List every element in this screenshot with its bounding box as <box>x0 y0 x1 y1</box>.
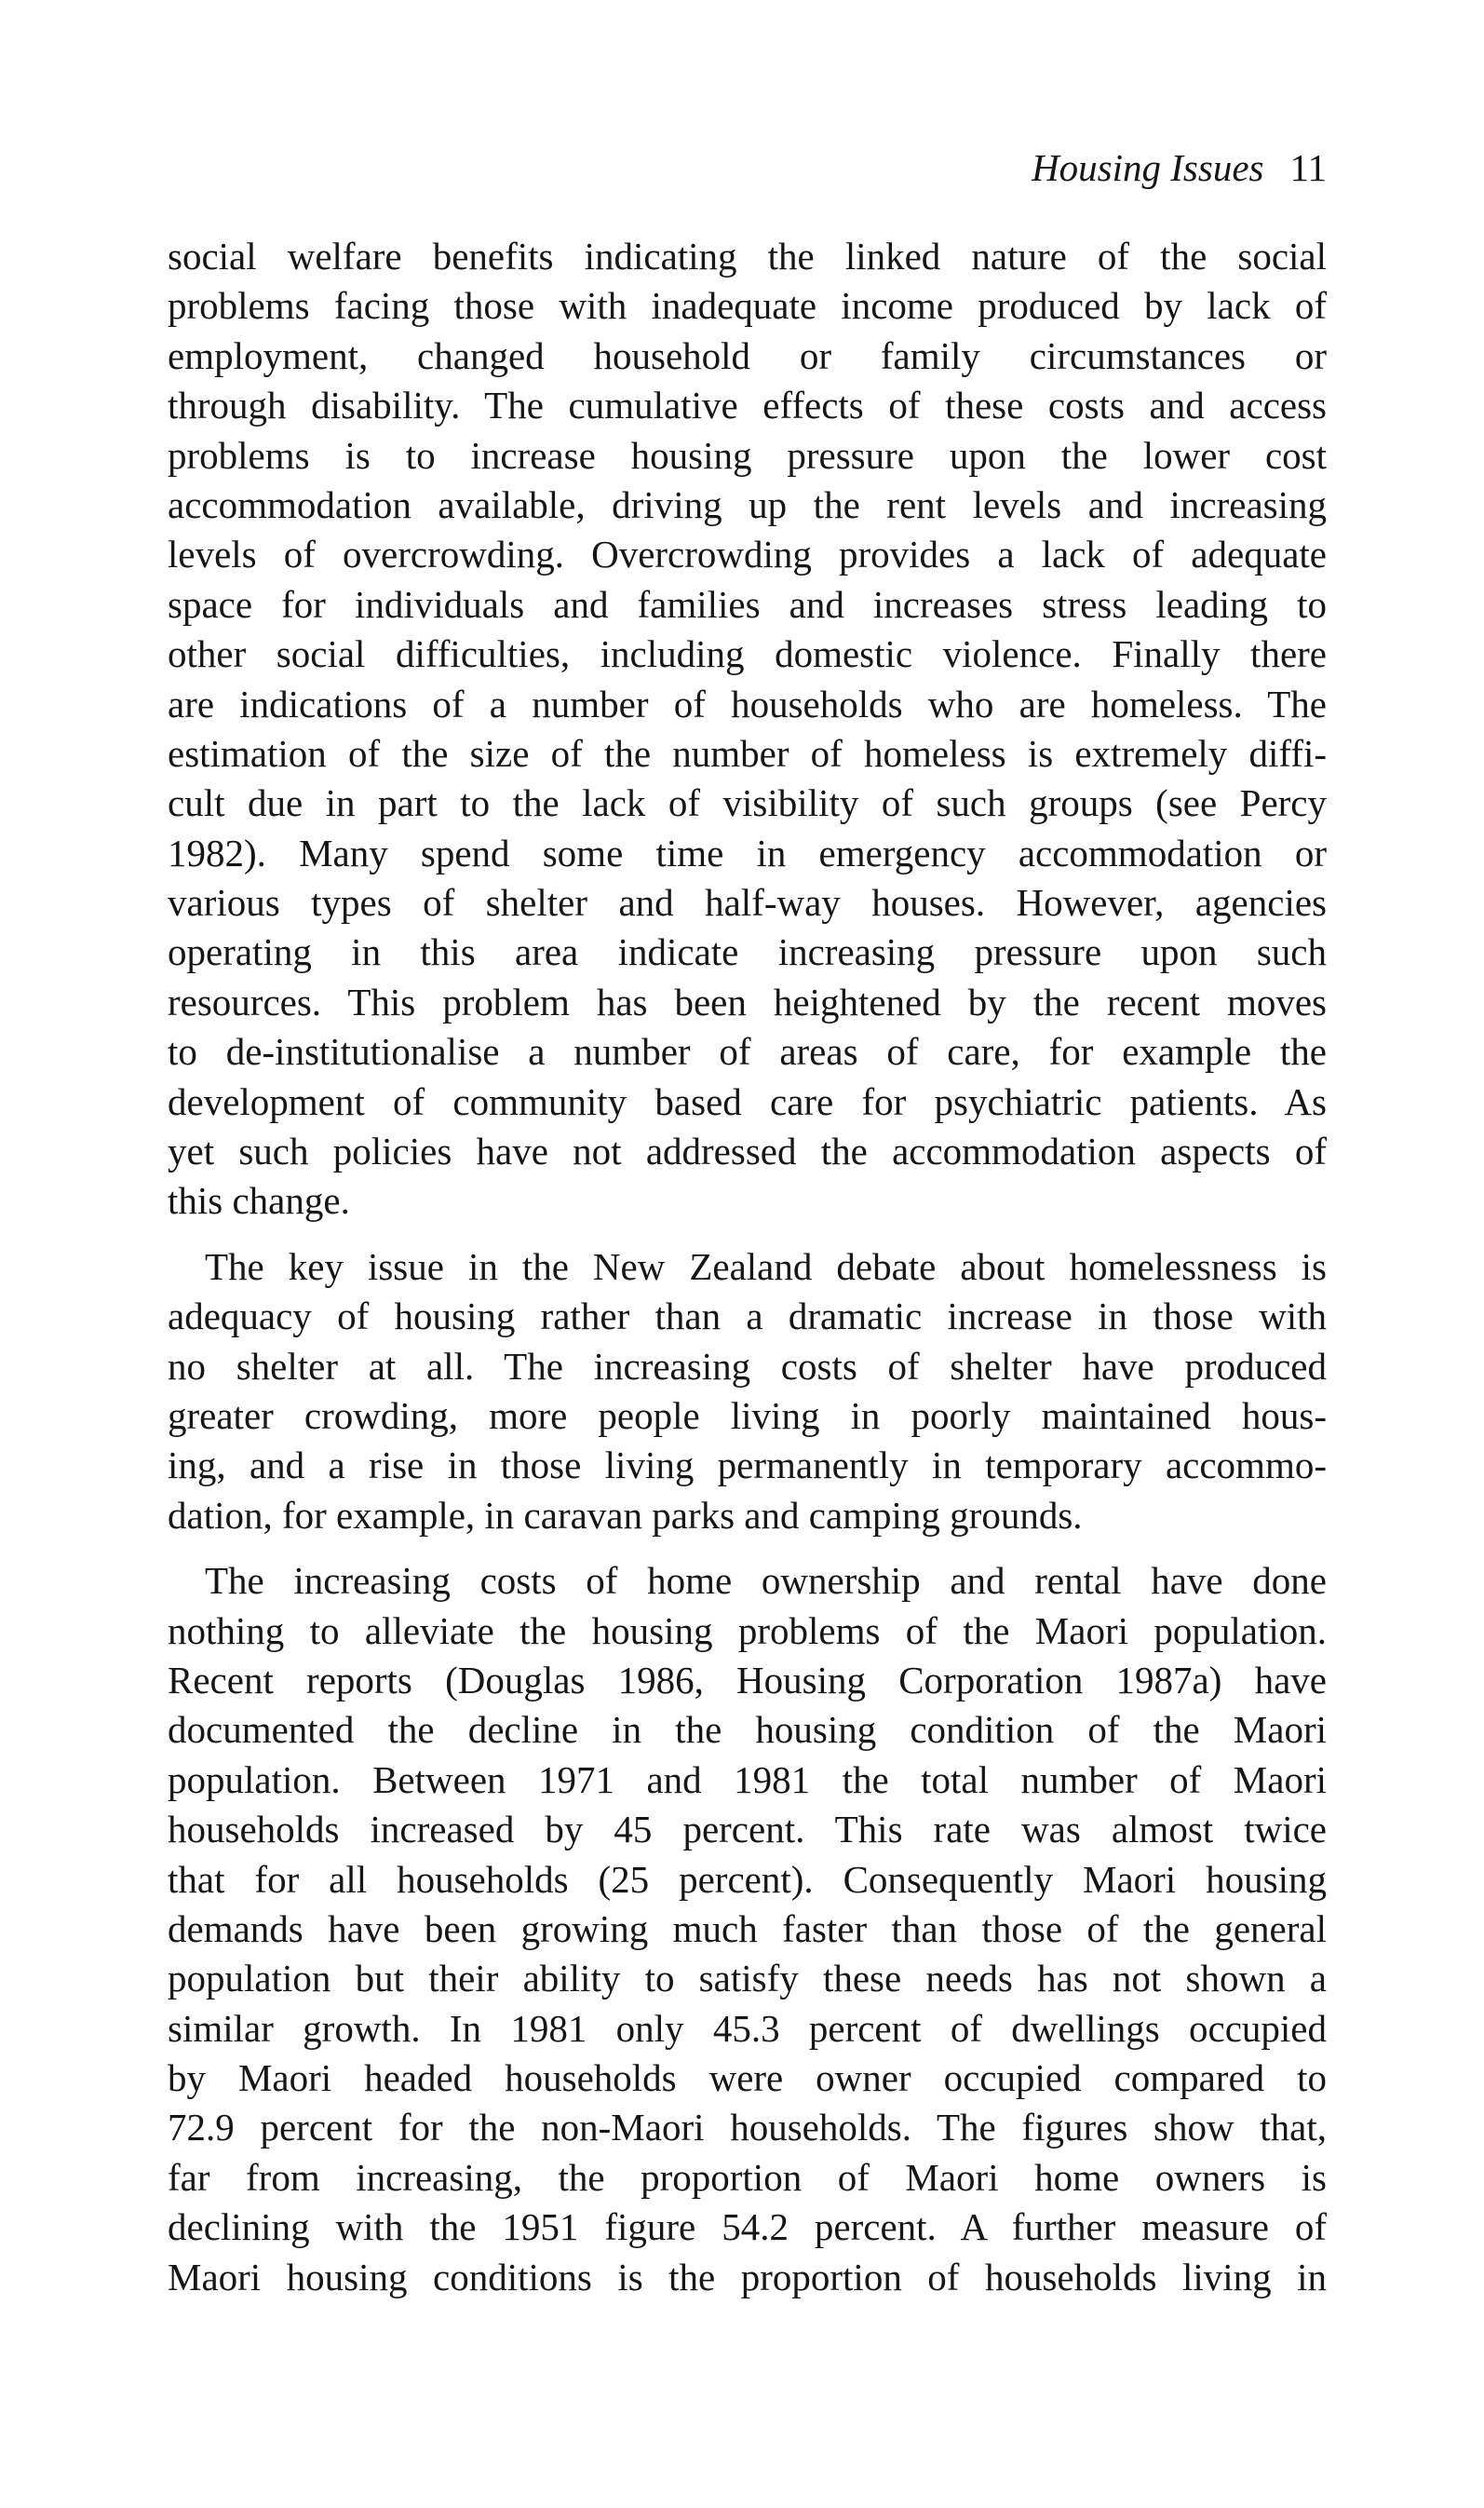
text-line: accommodation available, driving up the rent levels and increasing <box>168 482 1327 526</box>
text-line: Recent reports (Douglas 1986, Housing Corporation 1987a) have <box>168 1658 1327 1701</box>
text-line: that for all households (25 percent). Consequently Maori housing <box>168 1857 1327 1901</box>
text-line: far from increasing, the proportion of Maori home owners is <box>168 2155 1327 2199</box>
text-line: to de-institutionalise a number of areas of care, for example the <box>168 1030 1327 1074</box>
text-line: development of community based care for psychiatric patients. As <box>168 1079 1327 1123</box>
text-line: this change. <box>168 1179 350 1223</box>
text-line: through disability. The cumulative effects of these costs and access <box>168 384 1327 427</box>
text-line: resources. This problem has been heightened by the recent moves <box>168 980 1327 1024</box>
text-line: households increased by 45 percent. This rate was almost twice <box>168 1808 1327 1851</box>
text-line: population but their ability to satisfy these needs has not shown a <box>168 1957 1327 2000</box>
text-line: similar growth. In 1981 only 45.3 percent of dwellings occupied <box>168 2006 1327 2050</box>
text-line: nothing to alleviate the housing problems of the Maori population. <box>168 1608 1327 1652</box>
text-line: space for individuals and families and increases stress leading to <box>168 582 1327 626</box>
running-head-title: Housing Issues <box>1032 146 1264 189</box>
text-line: no shelter at all. The increasing costs of shelter have produced <box>168 1344 1327 1388</box>
text-line: Maori housing conditions is the proportion of households living in <box>168 2255 1327 2298</box>
paragraph-1 <box>168 232 1327 1227</box>
text-line: 1982). Many spend some time in emergency accommodation or <box>168 831 1327 874</box>
paragraph-2 <box>168 1242 1327 1540</box>
text-line: adequacy of housing rather than a dramatic increase in those with <box>168 1295 1327 1338</box>
text-line: dation, for example, in caravan parks and camping grounds. <box>168 1493 1083 1537</box>
page-number: 11 <box>1289 146 1327 189</box>
text-line: other social difficulties, including domestic violence. Finally there <box>168 632 1327 676</box>
text-line: 72.9 percent for the non-Maori households. The figures show that, <box>168 2106 1327 2149</box>
text-line: demands have been growing much faster than those of the general <box>168 1906 1327 1950</box>
text-line: problems facing those with inadequate income produced by lack of <box>168 284 1327 328</box>
text-line: by Maori headed households were owner occupied compared to <box>168 2056 1327 2100</box>
text-line: employment, changed household or family circumstances or <box>168 333 1327 377</box>
text-line: operating in this area indicate increasing pressure upon such <box>168 930 1327 974</box>
text-line: declining with the 1951 figure 54.2 percent. A further measure of <box>168 2205 1327 2249</box>
text-line: estimation of the size of the number of homeless is extremely diffi- <box>168 731 1327 775</box>
text-line: levels of overcrowding. Overcrowding provides a lack of adequate <box>168 533 1327 576</box>
paragraph-3 <box>168 1556 1327 2302</box>
text-line: The increasing costs of home ownership and rental have done <box>205 1559 1327 1603</box>
text-line: yet such policies have not addressed the accommodation aspects of <box>168 1130 1327 1173</box>
text-line: are indications of a number of households who are homeless. The <box>168 682 1327 725</box>
body-text <box>168 232 1327 2302</box>
running-head <box>168 140 1327 196</box>
text-line: social welfare benefits indicating the linked nature of the social <box>168 235 1327 278</box>
text-line: cult due in part to the lack of visibility of such groups (see Percy <box>168 781 1327 825</box>
text-line: various types of shelter and half-way houses. However, agencies <box>168 881 1327 925</box>
text-line: ing, and a rise in those living permanently in temporary accommo- <box>168 1444 1327 1487</box>
text-line: problems is to increase housing pressure upon the lower cost <box>168 433 1327 477</box>
text-line: greater crowding, more people living in poorly maintained hous- <box>168 1393 1327 1437</box>
text-line: The key issue in the New Zealand debate about homelessness is <box>205 1244 1327 1288</box>
text-line: documented the decline in the housing condition of the Maori <box>168 1708 1327 1752</box>
text-line: population. Between 1971 and 1981 the total number of Maori <box>168 1757 1327 1801</box>
